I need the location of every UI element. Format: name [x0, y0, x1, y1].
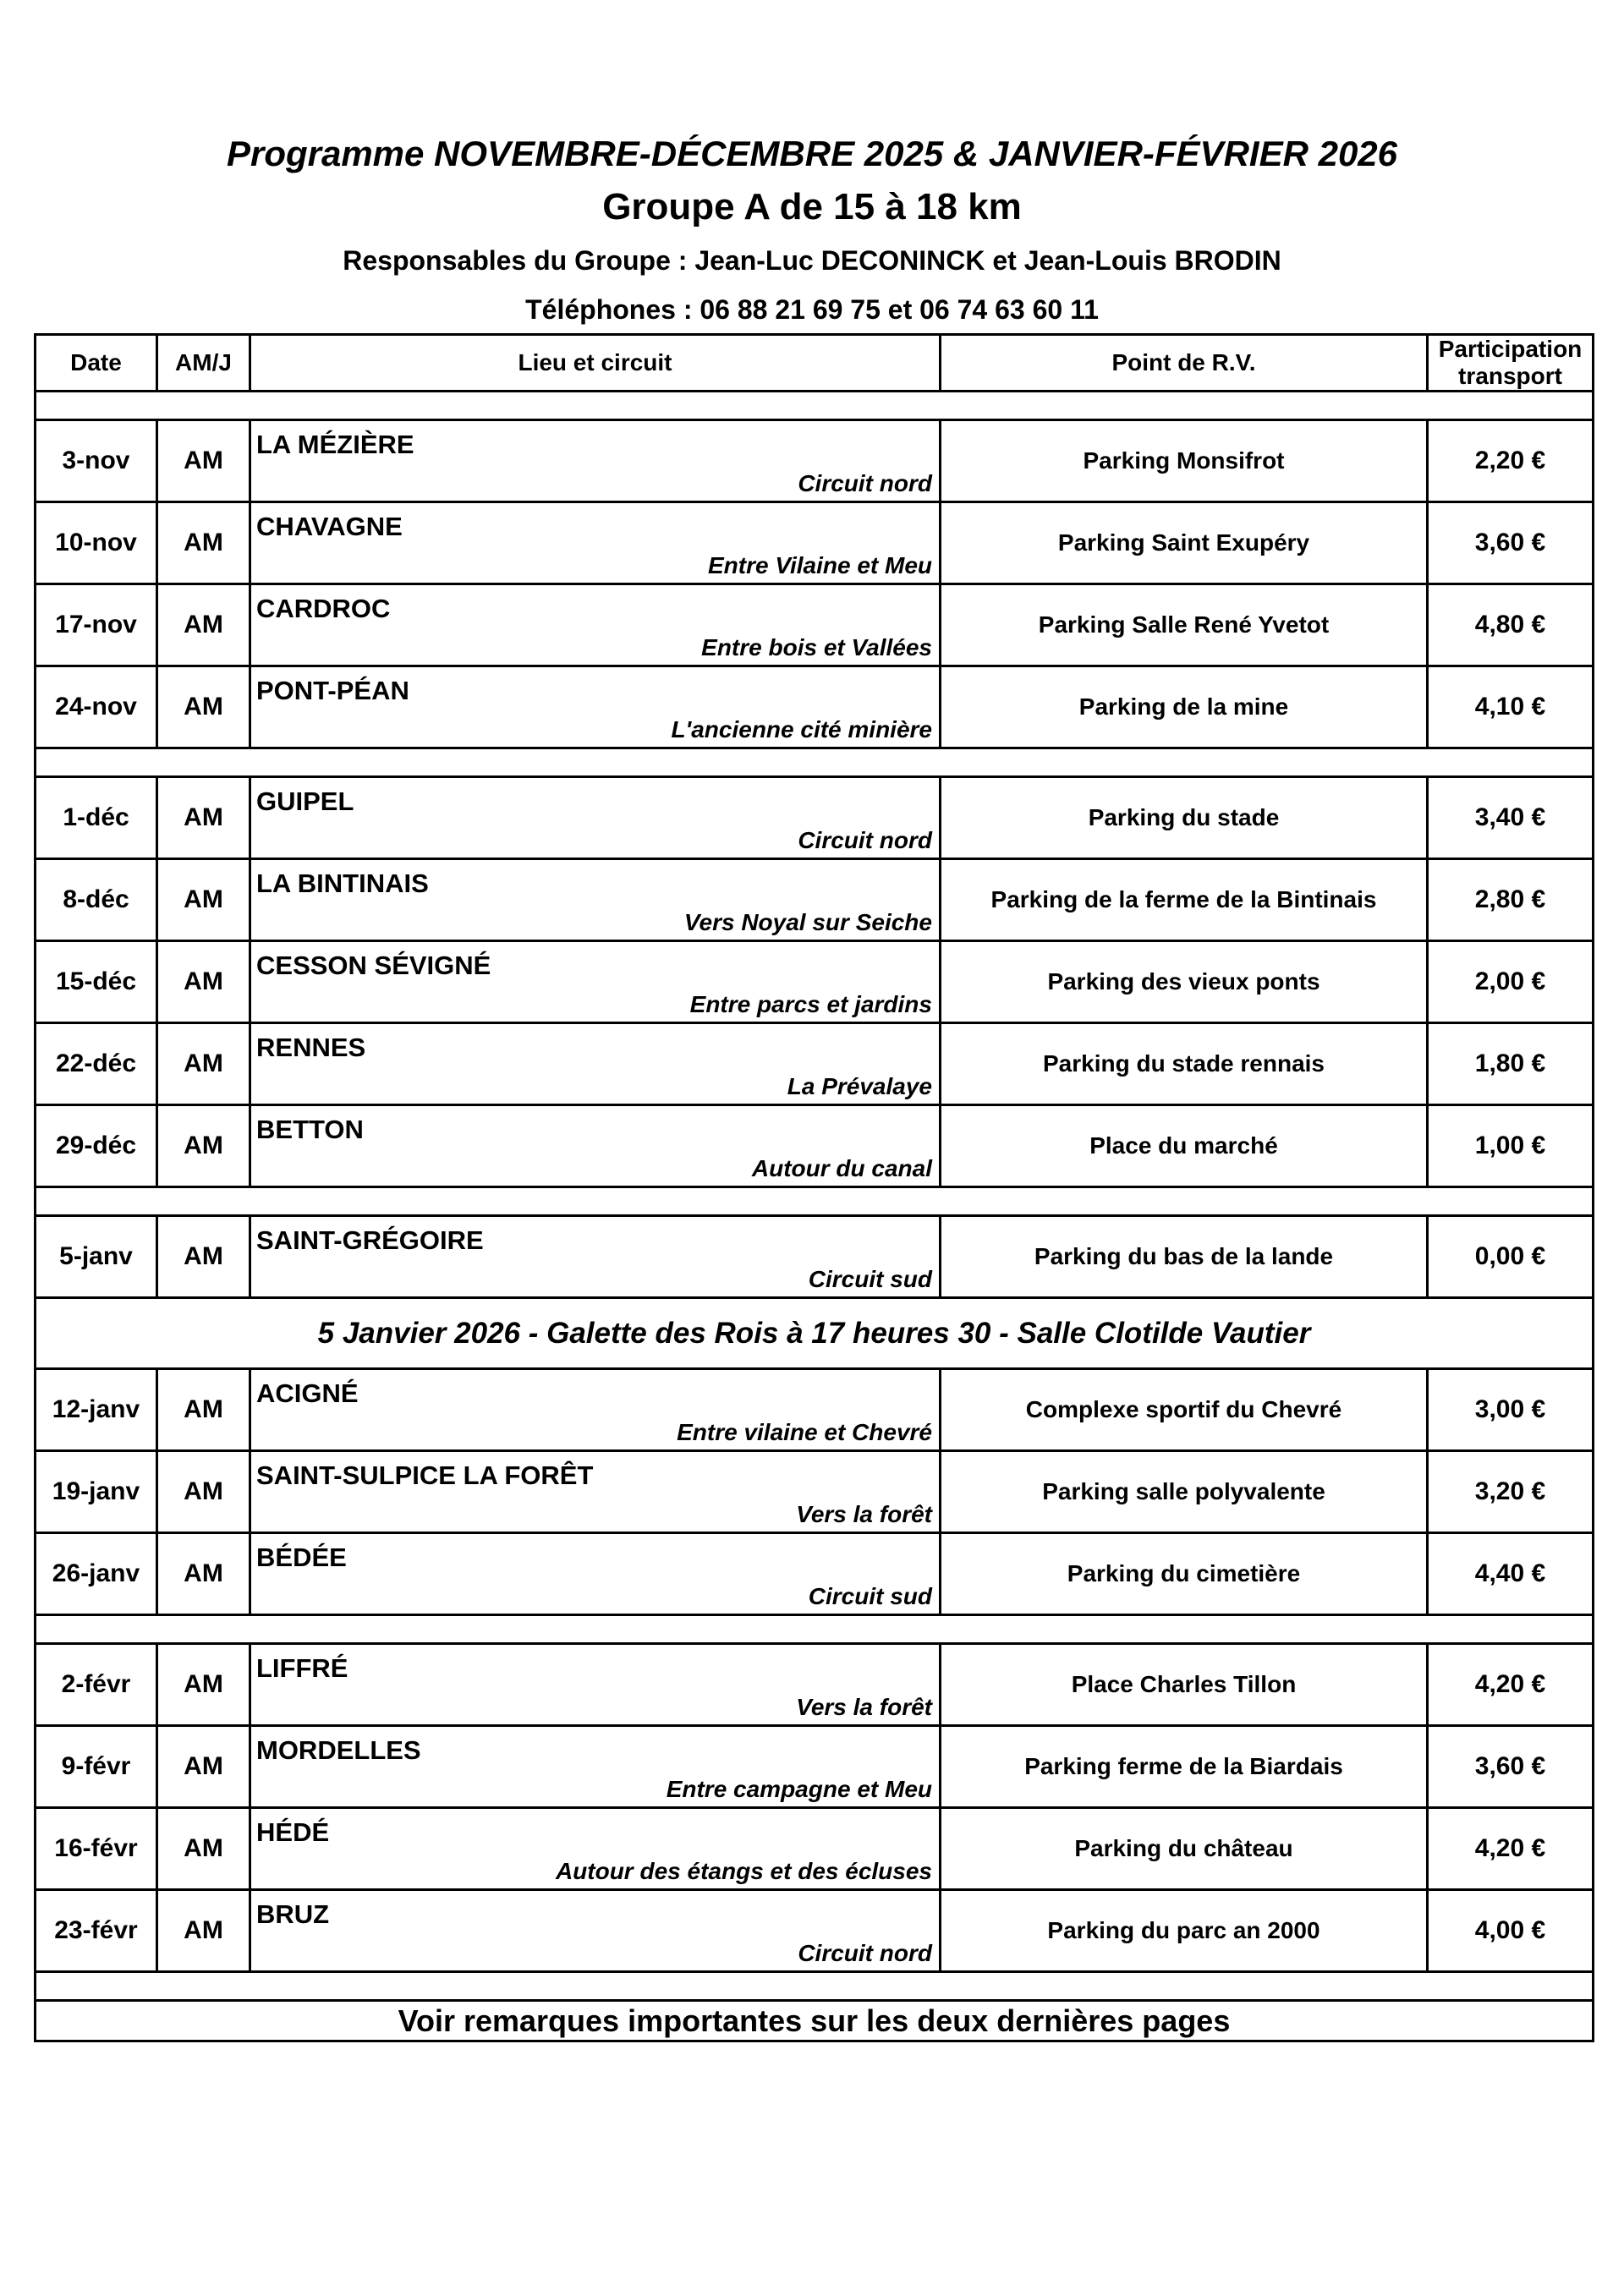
date-cell: 23-févr — [36, 1890, 157, 1972]
participation-cell: 3,60 € — [1428, 1726, 1594, 1808]
lieu-cell — [250, 777, 941, 859]
rendezvous-cell: Place Charles Tillon — [941, 1644, 1428, 1726]
date-cell: 8-déc — [36, 859, 157, 941]
table-row — [36, 859, 1594, 941]
rendezvous-cell: Parking de la mine — [941, 666, 1428, 748]
rendezvous-cell: Parking du cimetière — [941, 1533, 1428, 1615]
place-name: CARDROC — [256, 594, 391, 623]
spacer-row — [36, 1972, 1594, 2001]
participation-cell: 1,00 € — [1428, 1105, 1594, 1187]
schedule-table — [34, 333, 1594, 2042]
date-cell: 5-janv — [36, 1216, 157, 1298]
amj-cell: AM — [157, 584, 250, 666]
table-row — [36, 584, 1594, 666]
participation-cell: 2,20 € — [1428, 420, 1594, 502]
lieu-cell — [250, 502, 941, 584]
circuit-name: Vers la forêt — [796, 1694, 932, 1720]
amj-cell: AM — [157, 1216, 250, 1298]
rendezvous-cell: Complexe sportif du Chevré — [941, 1369, 1428, 1451]
participation-cell: 2,80 € — [1428, 859, 1594, 941]
place-name: LIFFRÉ — [256, 1653, 348, 1683]
circuit-name: Circuit sud — [808, 1583, 932, 1609]
amj-cell: AM — [157, 941, 250, 1023]
place-name: RENNES — [256, 1033, 366, 1062]
lieu-cell — [250, 859, 941, 941]
rendezvous-cell: Parking de la ferme de la Bintinais — [941, 859, 1428, 941]
column-header-rv: Point de R.V. — [941, 335, 1428, 392]
date-cell: 19-janv — [36, 1451, 157, 1533]
date-cell: 26-janv — [36, 1533, 157, 1615]
date-cell: 29-déc — [36, 1105, 157, 1187]
date-cell: 17-nov — [36, 584, 157, 666]
participation-label-line1: Participation — [1438, 336, 1583, 362]
place-name: HÉDÉ — [256, 1817, 330, 1847]
lieu-cell — [250, 584, 941, 666]
spacer-cell — [36, 392, 1594, 420]
lieu-cell — [250, 420, 941, 502]
rendezvous-cell: Place du marché — [941, 1105, 1428, 1187]
place-name: BRUZ — [256, 1899, 330, 1929]
place-name: CHAVAGNE — [256, 512, 403, 541]
lieu-cell — [250, 1451, 941, 1533]
date-cell: 22-déc — [36, 1023, 157, 1105]
participation-cell: 3,60 € — [1428, 502, 1594, 584]
date-cell: 15-déc — [36, 941, 157, 1023]
table-row — [36, 1451, 1594, 1533]
amj-cell: AM — [157, 1808, 250, 1890]
date-cell: 1-déc — [36, 777, 157, 859]
table-row — [36, 420, 1594, 502]
table-row — [36, 1808, 1594, 1890]
participation-cell: 0,00 € — [1428, 1216, 1594, 1298]
circuit-name: Vers Noyal sur Seiche — [683, 909, 932, 935]
lieu-cell — [250, 941, 941, 1023]
rendezvous-cell: Parking du stade rennais — [941, 1023, 1428, 1105]
spacer-row — [36, 392, 1594, 420]
lieu-cell — [250, 1105, 941, 1187]
place-name: PONT-PÉAN — [256, 676, 409, 705]
place-name: GUIPEL — [256, 786, 354, 816]
lieu-cell — [250, 1216, 941, 1298]
page-title: Programme NOVEMBRE-DÉCEMBRE 2025 & JANVIER-FÉVRIER 2026 — [226, 134, 1398, 173]
footer-note: Voir remarques importantes sur les deux dernières pages — [36, 2001, 1594, 2041]
rendezvous-cell: Parking du parc an 2000 — [941, 1890, 1428, 1972]
participation-cell: 4,20 € — [1428, 1644, 1594, 1726]
circuit-name: Autour des étangs et des écluses — [555, 1858, 932, 1884]
participation-cell: 3,00 € — [1428, 1369, 1594, 1451]
rendezvous-cell: Parking Saint Exupéry — [941, 502, 1428, 584]
amj-cell: AM — [157, 420, 250, 502]
rendezvous-cell: Parking Monsifrot — [941, 420, 1428, 502]
amj-cell: AM — [157, 1726, 250, 1808]
group-subtitle: Groupe A de 15 à 18 km — [602, 186, 1022, 227]
spacer-cell — [36, 1187, 1594, 1216]
participation-cell: 4,20 € — [1428, 1808, 1594, 1890]
rendezvous-cell: Parking ferme de la Biardais — [941, 1726, 1428, 1808]
place-name: BETTON — [256, 1115, 364, 1144]
participation-cell: 3,20 € — [1428, 1451, 1594, 1533]
rendezvous-cell: Parking du bas de la lande — [941, 1216, 1428, 1298]
rendezvous-cell: Parking des vieux ponts — [941, 941, 1428, 1023]
circuit-name: Circuit nord — [798, 1940, 932, 1966]
date-cell: 3-nov — [36, 420, 157, 502]
amj-cell: AM — [157, 1451, 250, 1533]
lieu-cell — [250, 1533, 941, 1615]
spacer-cell — [36, 1972, 1594, 2001]
participation-cell: 4,80 € — [1428, 584, 1594, 666]
table-row — [36, 1369, 1594, 1451]
circuit-name: Entre vilaine et Chevré — [677, 1419, 932, 1445]
circuit-name: Circuit nord — [798, 470, 932, 496]
rendezvous-cell: Parking Salle René Yvetot — [941, 584, 1428, 666]
circuit-name: Entre Vilaine et Meu — [707, 552, 932, 578]
place-name: BÉDÉE — [256, 1543, 347, 1572]
amj-cell: AM — [157, 859, 250, 941]
rendezvous-cell: Parking du château — [941, 1808, 1428, 1890]
circuit-name: Circuit sud — [808, 1266, 932, 1292]
table-row — [36, 1105, 1594, 1187]
circuit-name: Entre bois et Vallées — [701, 634, 932, 660]
rendezvous-cell: Parking du stade — [941, 777, 1428, 859]
spacer-row — [36, 1615, 1594, 1644]
participation-cell: 4,10 € — [1428, 666, 1594, 748]
responsables-line: Responsables du Groupe : Jean-Luc DECONINCK et Jean-Louis BRODIN — [343, 245, 1281, 276]
footer-note-row — [36, 2001, 1594, 2041]
table-row — [36, 502, 1594, 584]
lieu-cell — [250, 1369, 941, 1451]
spacer-row — [36, 1187, 1594, 1216]
table-row — [36, 1216, 1594, 1298]
lieu-cell — [250, 1726, 941, 1808]
amj-cell: AM — [157, 1369, 250, 1451]
date-cell: 24-nov — [36, 666, 157, 748]
amj-cell: AM — [157, 1533, 250, 1615]
column-header-participation — [1428, 335, 1594, 392]
lieu-cell — [250, 1023, 941, 1105]
place-name: LA MÉZIÈRE — [256, 430, 414, 459]
spacer-row — [36, 748, 1594, 777]
table-row — [36, 1644, 1594, 1726]
circuit-name: Vers la forêt — [796, 1501, 932, 1527]
galette-note-row — [36, 1298, 1594, 1369]
table-row — [36, 666, 1594, 748]
circuit-name: L'ancienne cité minière — [671, 716, 932, 743]
place-name: MORDELLES — [256, 1735, 421, 1765]
table-row — [36, 1533, 1594, 1615]
table-row — [36, 777, 1594, 859]
amj-cell: AM — [157, 1105, 250, 1187]
participation-label-line2: transport — [1458, 363, 1562, 389]
table-header-row — [36, 335, 1594, 392]
table-row — [36, 1726, 1594, 1808]
table-row — [36, 941, 1594, 1023]
date-cell: 16-févr — [36, 1808, 157, 1890]
date-cell: 10-nov — [36, 502, 157, 584]
place-name: ACIGNÉ — [256, 1378, 359, 1408]
date-cell: 2-févr — [36, 1644, 157, 1726]
lieu-cell — [250, 1808, 941, 1890]
circuit-name: Entre campagne et Meu — [666, 1776, 932, 1802]
column-header-date: Date — [36, 335, 157, 392]
telephones-line: Téléphones : 06 88 21 69 75 et 06 74 63 60 11 — [525, 294, 1099, 325]
participation-cell: 4,00 € — [1428, 1890, 1594, 1972]
amj-cell: AM — [157, 1890, 250, 1972]
circuit-name: Circuit nord — [798, 827, 932, 853]
lieu-cell — [250, 1890, 941, 1972]
place-name: LA BINTINAIS — [256, 869, 429, 898]
amj-cell: AM — [157, 502, 250, 584]
table-row — [36, 1890, 1594, 1972]
lieu-cell — [250, 1644, 941, 1726]
galette-note: 5 Janvier 2026 - Galette des Rois à 17 heures 30 - Salle Clotilde Vautier — [36, 1298, 1594, 1369]
amj-cell: AM — [157, 777, 250, 859]
lieu-cell — [250, 666, 941, 748]
place-name: CESSON SÉVIGNÉ — [256, 951, 491, 980]
participation-cell: 3,40 € — [1428, 777, 1594, 859]
place-name: SAINT-GRÉGOIRE — [256, 1225, 484, 1255]
table-row — [36, 1023, 1594, 1105]
rendezvous-cell: Parking salle polyvalente — [941, 1451, 1428, 1533]
spacer-cell — [36, 1615, 1594, 1644]
participation-cell: 4,40 € — [1428, 1533, 1594, 1615]
participation-cell: 2,00 € — [1428, 941, 1594, 1023]
column-header-lieu: Lieu et circuit — [250, 335, 941, 392]
spacer-cell — [36, 748, 1594, 777]
date-cell: 9-févr — [36, 1726, 157, 1808]
circuit-name: La Prévalaye — [787, 1073, 932, 1099]
column-header-amj: AM/J — [157, 335, 250, 392]
amj-cell: AM — [157, 666, 250, 748]
participation-cell: 1,80 € — [1428, 1023, 1594, 1105]
amj-cell: AM — [157, 1644, 250, 1726]
place-name: SAINT-SULPICE LA FORÊT — [256, 1460, 594, 1490]
amj-cell: AM — [157, 1023, 250, 1105]
date-cell: 12-janv — [36, 1369, 157, 1451]
circuit-name: Autour du canal — [751, 1155, 932, 1181]
circuit-name: Entre parcs et jardins — [689, 991, 932, 1017]
